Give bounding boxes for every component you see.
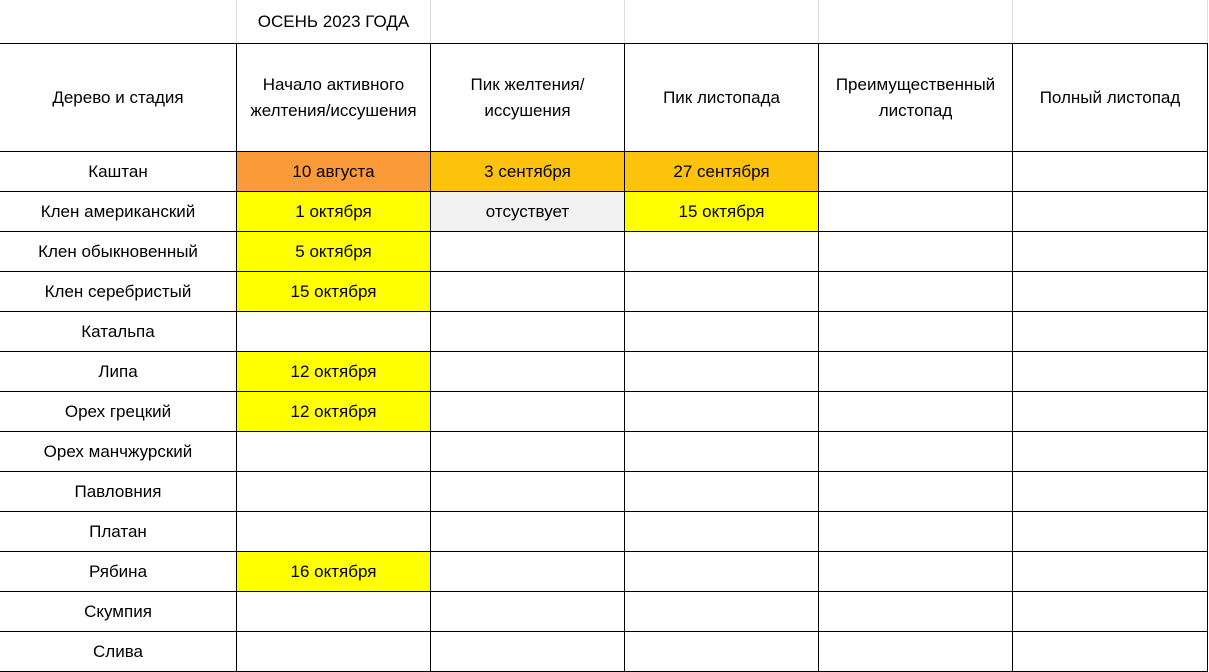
start-yellowing-cell[interactable] — [237, 432, 431, 472]
tree-name-cell[interactable]: Рябина — [0, 552, 237, 592]
table-row — [0, 312, 1208, 352]
tree-name-cell[interactable]: Скумпия — [0, 592, 237, 632]
peak-yellowing-cell[interactable] — [431, 512, 625, 552]
peak-yellowing-cell[interactable] — [431, 392, 625, 432]
column-header-full-leaf-fall[interactable]: Полный листопад — [1013, 44, 1208, 152]
peak-yellowing-cell[interactable] — [431, 432, 625, 472]
peak-yellowing-cell[interactable]: отсуствует — [431, 192, 625, 232]
cell[interactable] — [625, 0, 819, 44]
tree-name-cell[interactable]: Каштан — [0, 152, 237, 192]
start-yellowing-cell[interactable]: 15 октября — [237, 272, 431, 312]
tree-name-cell[interactable]: Павловния — [0, 472, 237, 512]
predominant-leaf-fall-cell[interactable] — [819, 192, 1013, 232]
column-header-tree[interactable]: Дерево и стадия — [0, 44, 237, 152]
peak-yellowing-cell[interactable] — [431, 272, 625, 312]
start-yellowing-cell[interactable] — [237, 312, 431, 352]
header-row — [0, 44, 1208, 152]
full-leaf-fall-cell[interactable] — [1013, 152, 1208, 192]
peak-leaf-fall-cell[interactable] — [625, 352, 819, 392]
full-leaf-fall-cell[interactable] — [1013, 192, 1208, 232]
cell[interactable] — [819, 0, 1013, 44]
predominant-leaf-fall-cell[interactable] — [819, 232, 1013, 272]
full-leaf-fall-cell[interactable] — [1013, 432, 1208, 472]
predominant-leaf-fall-cell[interactable] — [819, 312, 1013, 352]
start-yellowing-cell[interactable] — [237, 592, 431, 632]
peak-leaf-fall-cell[interactable] — [625, 312, 819, 352]
start-yellowing-cell[interactable]: 1 октября — [237, 192, 431, 232]
peak-yellowing-cell[interactable] — [431, 352, 625, 392]
predominant-leaf-fall-cell[interactable] — [819, 432, 1013, 472]
predominant-leaf-fall-cell[interactable] — [819, 392, 1013, 432]
full-leaf-fall-cell[interactable] — [1013, 392, 1208, 432]
start-yellowing-cell[interactable]: 16 октября — [237, 552, 431, 592]
full-leaf-fall-cell[interactable] — [1013, 312, 1208, 352]
cell[interactable] — [1013, 0, 1208, 44]
start-yellowing-cell[interactable] — [237, 632, 431, 672]
tree-name-cell[interactable]: Слива — [0, 632, 237, 672]
column-header-start-yellowing[interactable]: Начало активного желтения/иссушения — [237, 44, 431, 152]
peak-leaf-fall-cell[interactable] — [625, 432, 819, 472]
predominant-leaf-fall-cell[interactable] — [819, 592, 1013, 632]
full-leaf-fall-cell[interactable] — [1013, 632, 1208, 672]
cell[interactable] — [431, 0, 625, 44]
predominant-leaf-fall-cell[interactable] — [819, 272, 1013, 312]
tree-name-cell[interactable]: Катальпа — [0, 312, 237, 352]
predominant-leaf-fall-cell[interactable] — [819, 552, 1013, 592]
full-leaf-fall-cell[interactable] — [1013, 232, 1208, 272]
full-leaf-fall-cell[interactable] — [1013, 352, 1208, 392]
peak-leaf-fall-cell[interactable] — [625, 392, 819, 432]
full-leaf-fall-cell[interactable] — [1013, 512, 1208, 552]
full-leaf-fall-cell[interactable] — [1013, 592, 1208, 632]
column-header-peak-yellowing[interactable]: Пик желтения/иссушения — [431, 44, 625, 152]
full-leaf-fall-cell[interactable] — [1013, 552, 1208, 592]
table-row — [0, 472, 1208, 512]
table-row — [0, 432, 1208, 472]
predominant-leaf-fall-cell[interactable] — [819, 152, 1013, 192]
table-row — [0, 632, 1208, 672]
table-row — [0, 232, 1208, 272]
table-row — [0, 552, 1208, 592]
tree-name-cell[interactable]: Платан — [0, 512, 237, 552]
peak-leaf-fall-cell[interactable] — [625, 632, 819, 672]
table-row — [0, 192, 1208, 232]
peak-yellowing-cell[interactable] — [431, 312, 625, 352]
tree-name-cell[interactable]: Липа — [0, 352, 237, 392]
peak-leaf-fall-cell[interactable]: 27 сентября — [625, 152, 819, 192]
tree-name-cell[interactable]: Орех манчжурский — [0, 432, 237, 472]
start-yellowing-cell[interactable] — [237, 472, 431, 512]
peak-leaf-fall-cell[interactable] — [625, 272, 819, 312]
peak-yellowing-cell[interactable] — [431, 232, 625, 272]
table-row — [0, 392, 1208, 432]
table-row — [0, 272, 1208, 312]
start-yellowing-cell[interactable]: 12 октября — [237, 352, 431, 392]
start-yellowing-cell[interactable]: 10 августа — [237, 152, 431, 192]
sheet-title[interactable]: ОСЕНЬ 2023 ГОДА — [237, 0, 431, 44]
title-row — [0, 0, 1208, 44]
peak-yellowing-cell[interactable] — [431, 592, 625, 632]
predominant-leaf-fall-cell[interactable] — [819, 632, 1013, 672]
peak-leaf-fall-cell[interactable]: 15 октября — [625, 192, 819, 232]
table-row — [0, 592, 1208, 632]
peak-leaf-fall-cell[interactable] — [625, 512, 819, 552]
peak-yellowing-cell[interactable]: 3 сентября — [431, 152, 625, 192]
peak-yellowing-cell[interactable] — [431, 632, 625, 672]
full-leaf-fall-cell[interactable] — [1013, 472, 1208, 512]
start-yellowing-cell[interactable]: 12 октября — [237, 392, 431, 432]
full-leaf-fall-cell[interactable] — [1013, 272, 1208, 312]
predominant-leaf-fall-cell[interactable] — [819, 352, 1013, 392]
tree-name-cell[interactable]: Клен обыкновенный — [0, 232, 237, 272]
peak-yellowing-cell[interactable] — [431, 472, 625, 512]
tree-name-cell[interactable]: Орех грецкий — [0, 392, 237, 432]
predominant-leaf-fall-cell[interactable] — [819, 472, 1013, 512]
column-header-predominant-leaf-fall[interactable]: Преимущественный листопад — [819, 44, 1013, 152]
table-row — [0, 512, 1208, 552]
start-yellowing-cell[interactable] — [237, 512, 431, 552]
cell[interactable] — [0, 0, 237, 44]
column-header-peak-leaf-fall[interactable]: Пик листопада — [625, 44, 819, 152]
table-row — [0, 152, 1208, 192]
peak-leaf-fall-cell[interactable] — [625, 472, 819, 512]
peak-leaf-fall-cell[interactable] — [625, 592, 819, 632]
peak-yellowing-cell[interactable] — [431, 552, 625, 592]
tree-name-cell[interactable]: Клен американский — [0, 192, 237, 232]
peak-leaf-fall-cell[interactable] — [625, 232, 819, 272]
tree-name-cell[interactable]: Клен серебристый — [0, 272, 237, 312]
start-yellowing-cell[interactable]: 5 октября — [237, 232, 431, 272]
predominant-leaf-fall-cell[interactable] — [819, 512, 1013, 552]
peak-leaf-fall-cell[interactable] — [625, 552, 819, 592]
table-row — [0, 352, 1208, 392]
